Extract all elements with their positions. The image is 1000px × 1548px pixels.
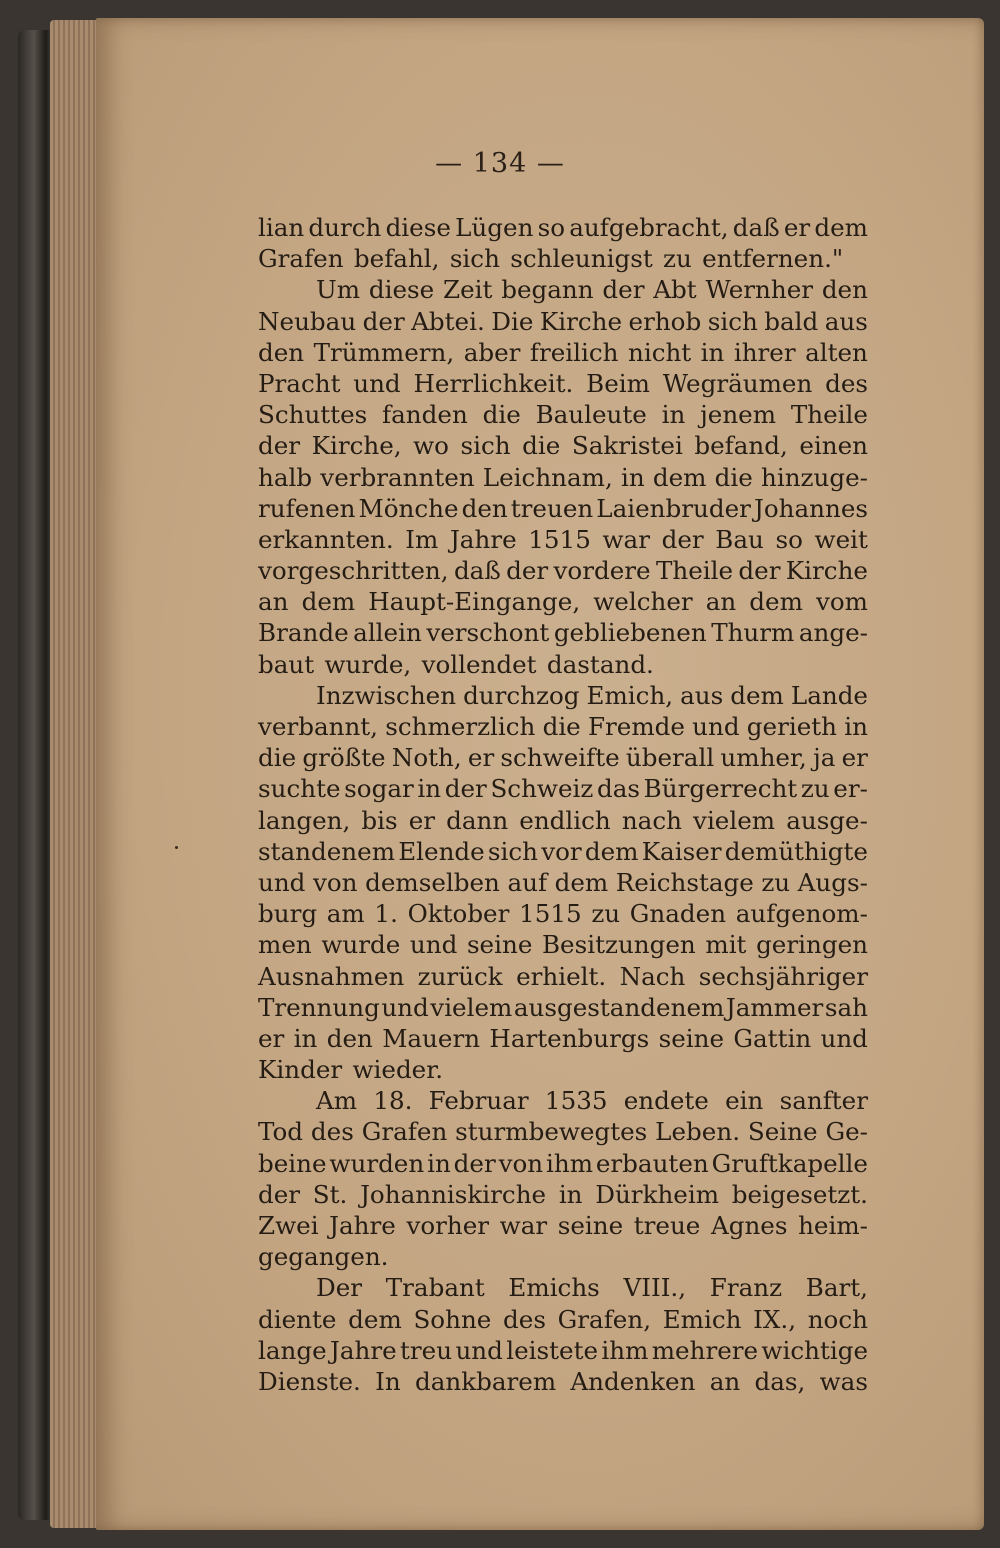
text-line: rufenen Mönche den treuen Laienbruder Johannes xyxy=(258,493,868,523)
text-line: den Trümmern, aber freilich nicht in ihrer alten xyxy=(258,337,868,367)
text-line: verbannt, schmerzlich die Fremde und gerieth in xyxy=(258,712,868,741)
text-line: men wurde und seine Besitzungen mit geringen xyxy=(258,930,868,960)
text-line: die größte Noth, er schweifte überall umher, ja er xyxy=(258,743,868,773)
text-line: Pracht und Herrlichkeit. Beim Wegräumen des xyxy=(258,368,868,398)
text-line: Inzwischen durchzog Emich, aus dem Lande xyxy=(316,680,868,710)
text-line: er in den Mauern Hartenburgs seine Gattin und xyxy=(258,1023,868,1053)
text-line: standenem Elende sich vor dem Kaiser demüthigte xyxy=(258,836,868,866)
text-line: burg am 1. Oktober 1515 zu Gnaden aufgenom- xyxy=(258,899,868,929)
text-line: Tod des Grafen sturmbewegtes Leben. Seine Ge- xyxy=(258,1117,868,1147)
text-line: Grafen befahl, sich schleunigst zu entfernen." xyxy=(258,244,844,274)
text-line: und von demselben auf dem Reichstage zu Augs- xyxy=(258,867,868,897)
text-line: Brande allein verschont gebliebenen Thurm ange- xyxy=(258,618,868,648)
text-line: Um diese Zeit begann der Abt Wernher den xyxy=(316,275,868,305)
text-line: suchte sogar in der Schweiz das Bürgerrecht zu er- xyxy=(258,774,868,804)
text-line: Am 18. Februar 1535 endete ein sanfter xyxy=(316,1086,868,1116)
text-line: baut wurde, vollendet dastand. xyxy=(258,649,654,679)
text-line: lange Jahre treu und leistete ihm mehrere wichtige xyxy=(258,1335,868,1365)
text-line: lian durch diese Lügen so aufgebracht, daß er dem xyxy=(258,213,868,242)
text-line: Zwei Jahre vorher war seine treue Agnes heim- xyxy=(258,1211,868,1240)
text-line: langen, bis er dann endlich nach vielem ausge- xyxy=(258,805,868,835)
text-line: beine wurden in der von ihm erbauten Gruftkapelle xyxy=(258,1148,868,1178)
text-line: Dienste. In dankbarem Andenken an das, was xyxy=(258,1366,868,1396)
text-line: diente dem Sohne des Grafen, Emich IX., noch xyxy=(258,1304,868,1334)
text-line: Neubau der Abtei. Die Kirche erhob sich bald aus xyxy=(258,306,868,336)
text-line: Ausnahmen zurück erhielt. Nach sechsjähriger xyxy=(258,961,868,991)
text-line: an dem Haupt-Eingange, welcher an dem vom xyxy=(258,587,868,617)
page-number: — 134 — xyxy=(435,148,565,179)
text-line: der St. Johanniskirche in Dürkheim beigesetzt. xyxy=(258,1179,868,1209)
text-line: Schuttes fanden die Bauleute in jenem Theile xyxy=(258,400,868,430)
text-line: halb verbrannten Leichnam, in dem die hinzuge- xyxy=(258,462,868,492)
text-line: erkannten. Im Jahre 1515 war der Bau so weit xyxy=(258,524,868,554)
body-text xyxy=(258,212,868,1397)
ink-speck xyxy=(175,846,178,849)
text-line: Der Trabant Emichs VIII., Franz Bart, xyxy=(316,1273,868,1303)
text-line: vorgeschritten, daß der vordere Theile der Kirche xyxy=(258,556,868,586)
text-line: gegangen. xyxy=(258,1242,389,1272)
text-line: Kinder wieder. xyxy=(258,1055,444,1085)
text-line: Trennung und vielem ausgestandenem Jammer sah xyxy=(258,992,868,1022)
text-line: der Kirche, wo sich die Sakristei befand, einen xyxy=(258,431,868,461)
